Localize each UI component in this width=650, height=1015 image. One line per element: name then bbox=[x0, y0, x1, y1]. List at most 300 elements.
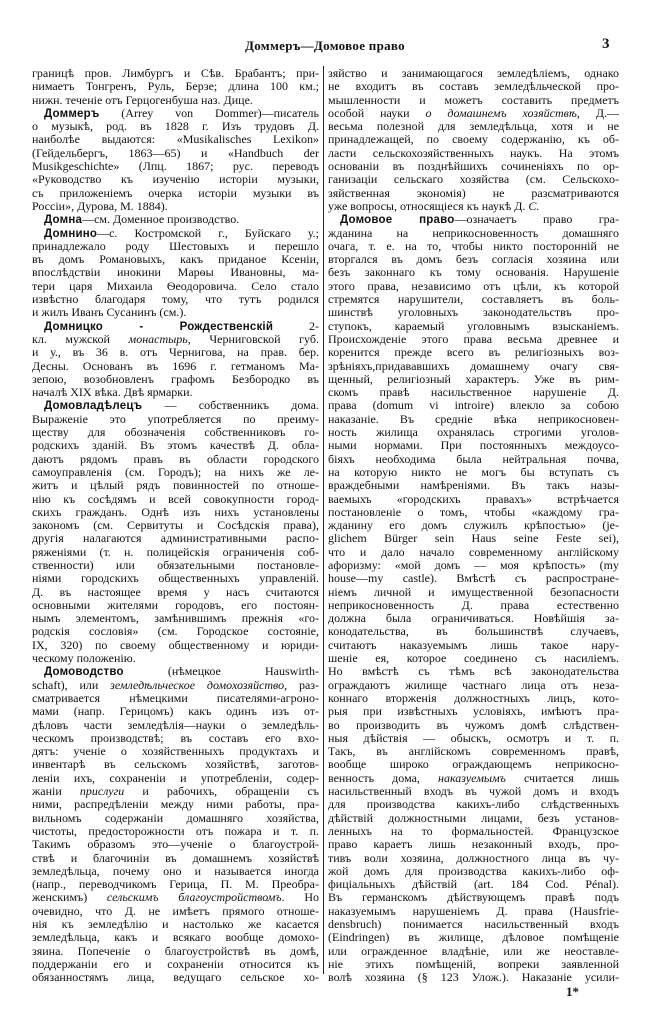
text-segment: во производить въ чужомъ домѣ слѣдствен- bbox=[328, 717, 619, 732]
text-line bbox=[328, 426, 619, 439]
text-segment: densbruch) понимается насильственный входъ bbox=[328, 917, 619, 931]
text-line bbox=[328, 94, 619, 107]
text-line bbox=[32, 439, 319, 452]
text-segment: венность дома, bbox=[328, 770, 438, 785]
text-segment: жданина на неприкосновенность домашняго bbox=[328, 225, 619, 240]
column-divider bbox=[323, 66, 324, 974]
text-line bbox=[32, 586, 319, 599]
text-line bbox=[32, 453, 319, 466]
text-line bbox=[328, 652, 619, 665]
text-segment: , Д.— bbox=[576, 105, 620, 120]
text-segment: , Черниговской губ. bbox=[187, 331, 319, 346]
text-line bbox=[328, 519, 619, 532]
text-segment: началѣ XIX вѣка. Двѣ ярмарки. bbox=[32, 385, 193, 400]
text-line bbox=[328, 120, 619, 133]
text-line bbox=[328, 240, 619, 253]
entry-paragraph bbox=[32, 399, 319, 665]
text-line bbox=[328, 413, 619, 426]
text-line bbox=[32, 865, 319, 878]
text-segment: glichem Bürger sein Haus seine Feste sei), bbox=[328, 531, 619, 546]
italic-term: сельскимъ благоустройствомъ bbox=[106, 890, 282, 905]
text-line bbox=[32, 812, 319, 825]
text-line bbox=[328, 107, 619, 120]
text-segment: ствѣ и благочиніи въ домашнемъ хозяйствѣ bbox=[32, 850, 319, 865]
text-line bbox=[32, 971, 319, 984]
text-segment: коренится прежде всего въ религіозныхъ воз- bbox=[328, 345, 619, 360]
running-header: Доммеръ—Домовое право bbox=[245, 38, 405, 53]
text-segment: (Arrey von Dommer)—писатель bbox=[99, 105, 319, 120]
text-line bbox=[328, 532, 619, 545]
text-line bbox=[328, 732, 619, 745]
text-line bbox=[32, 360, 319, 373]
text-line bbox=[32, 878, 319, 891]
text-segment: стремятся нарушители, составляетъ въ боль- bbox=[328, 292, 619, 307]
text-line bbox=[328, 187, 619, 200]
text-segment: кл. мужской bbox=[32, 331, 129, 346]
text-line bbox=[32, 772, 319, 785]
text-segment: вильномъ содержаніи домашняго хозяйства, bbox=[32, 810, 319, 825]
text-segment: Но вмѣстѣ съ тѣмъ всѣ законодательства bbox=[328, 664, 619, 679]
text-segment: афоризму: «мой домъ — моя крѣпость» (my bbox=[328, 557, 619, 572]
text-segment: даютъ рядомъ правъ въ области городского bbox=[32, 451, 319, 466]
text-segment: ступокъ, караемый уголовнымъ взысканіемъ. bbox=[328, 318, 619, 333]
text-line bbox=[32, 546, 319, 559]
text-line bbox=[328, 333, 619, 346]
text-line bbox=[32, 679, 319, 692]
text-line bbox=[32, 147, 319, 160]
text-line bbox=[32, 306, 319, 319]
text-segment: (Гейдельбергъ, 1863—65) и «Handbuch der bbox=[32, 145, 319, 160]
text-line bbox=[32, 67, 319, 80]
text-segment: родскихъ зданій. Въ этомъ качествѣ Д. обла- bbox=[32, 438, 319, 453]
text-segment: дѣловъ части земледѣлія—науки о земледѣль- bbox=[32, 717, 319, 732]
text-segment: ограждаютъ жилище частнаго лица отъ неза- bbox=[328, 677, 619, 692]
entry-paragraph bbox=[32, 227, 319, 320]
text-line bbox=[32, 466, 319, 479]
text-line bbox=[32, 825, 319, 838]
text-segment: зяина. Попеченіе о благоустройствѣ въ домѣ, bbox=[32, 943, 319, 958]
text-segment: ніе этихъ помѣщеній, вопреки заявленной bbox=[328, 956, 619, 971]
text-segment: принадлежало роду Шестовыхъ и перешло bbox=[32, 238, 319, 253]
text-segment: поддержаніи его и сохраненіи относится къ bbox=[32, 956, 319, 971]
text-line bbox=[328, 931, 619, 944]
text-line bbox=[32, 107, 319, 120]
italic-term: прислуги bbox=[79, 784, 125, 799]
text-segment: основными жителями городовъ, его постоян- bbox=[32, 597, 319, 612]
text-line bbox=[328, 306, 619, 319]
text-segment: зепою, возобновленъ графомъ Безбородко въ bbox=[32, 371, 319, 386]
text-line bbox=[32, 519, 319, 532]
text-line bbox=[328, 905, 619, 918]
text-line bbox=[32, 386, 319, 399]
text-segment: наказуемымъ нарушеніемъ Д. права (Hausfrie- bbox=[328, 903, 619, 918]
text-line bbox=[32, 532, 319, 545]
text-segment: считаютъ наказуемымъ лишь такое нару- bbox=[328, 637, 619, 652]
text-line bbox=[328, 506, 619, 519]
text-line bbox=[328, 679, 619, 692]
text-line bbox=[328, 80, 619, 93]
text-segment: Происхожденіе этого права весьма древнее и bbox=[328, 331, 619, 346]
text-segment: ніями городскихъ общественныхъ управленій. bbox=[32, 571, 319, 586]
text-segment: мышленности и можетъ составить предметъ bbox=[328, 92, 619, 107]
text-segment: Россіи», Дурова, М. 1884). bbox=[32, 198, 168, 213]
text-line bbox=[328, 665, 619, 678]
text-segment: жаніи bbox=[32, 784, 80, 799]
text-segment: нижн. теченіе отъ Герцогенбуша наз. Дице. bbox=[32, 92, 253, 107]
text-segment: Д. въ настоящее время у насъ считаются bbox=[32, 584, 319, 599]
text-line bbox=[32, 665, 319, 678]
text-line bbox=[328, 745, 619, 758]
text-segment: ческому положенію. bbox=[32, 651, 136, 666]
text-line bbox=[328, 798, 619, 811]
continuation-paragraph bbox=[32, 67, 319, 107]
text-line bbox=[328, 891, 619, 904]
text-segment: жой домъ для производства какихъ-либо оф- bbox=[328, 863, 619, 878]
text-segment: ность жилища охранялась строгими уголов- bbox=[328, 425, 619, 440]
text-segment: и жилъ Иванъ Сусанинъ (см.). bbox=[32, 305, 187, 320]
text-line bbox=[328, 253, 619, 266]
text-segment: — собственникъ дома. bbox=[142, 398, 319, 413]
text-line bbox=[328, 812, 619, 825]
text-line bbox=[32, 599, 319, 612]
text-segment: (Eindringen) въ жилище, дѣловое помѣщеніе bbox=[328, 930, 619, 945]
text-segment: весьма полезной для земледѣльца, хотя и не bbox=[328, 119, 619, 134]
entry-headword: Домницко - Рождественскій bbox=[44, 320, 274, 333]
text-segment: извѣстно благодаря тому, что тутъ родился bbox=[32, 292, 319, 307]
text-segment: конодательства, въ большинствѣ случаевъ, bbox=[328, 624, 619, 639]
text-segment: Выраженіе это употребляется по преиму- bbox=[32, 411, 319, 426]
text-segment: и рабочихъ, обращеніи съ bbox=[124, 784, 319, 799]
text-segment: родскія сословія» (см. Городское состояніе, bbox=[32, 624, 319, 639]
text-line bbox=[32, 133, 319, 146]
text-segment: женскимъ) bbox=[32, 890, 107, 905]
text-line bbox=[32, 479, 319, 492]
italic-term: о домашнемъ хозяйствѣ bbox=[425, 105, 577, 120]
text-segment: schaft), или bbox=[32, 677, 111, 692]
text-segment: чистоты, предосторожности отъ пожара и т. п. bbox=[32, 823, 319, 838]
text-segment: «Руководство къ изученію исторіи музыки, bbox=[32, 172, 319, 187]
text-line bbox=[328, 399, 619, 412]
text-segment: ваемыхъ «городскихъ правахъ» встрѣчается bbox=[328, 491, 619, 506]
text-segment: особой науки bbox=[328, 105, 426, 120]
text-segment: скихъ гражданъ. Однѣ изъ нихъ установлены bbox=[32, 504, 319, 519]
text-line bbox=[328, 705, 619, 718]
text-line bbox=[328, 386, 619, 399]
text-segment: должна была ограничиваться. Новѣйшія за- bbox=[328, 611, 619, 626]
text-line bbox=[328, 227, 619, 240]
text-line bbox=[328, 346, 619, 359]
text-line bbox=[328, 785, 619, 798]
text-segment: считается лишь bbox=[505, 770, 619, 785]
text-segment: самоуправленія (см. Городъ); на нихъ же ле- bbox=[32, 464, 319, 479]
text-segment: біяхъ необходима была нейтральная почва, bbox=[328, 451, 619, 466]
text-line bbox=[32, 213, 319, 226]
text-line bbox=[32, 399, 319, 412]
text-line bbox=[32, 612, 319, 625]
text-line bbox=[328, 160, 619, 173]
text-line bbox=[328, 772, 619, 785]
text-line bbox=[32, 293, 319, 306]
text-segment: очевидно, что Д. не имѣетъ прямого отноше- bbox=[32, 903, 319, 918]
text-segment: нія къ земледѣлію и настолько же касается bbox=[32, 917, 319, 931]
text-line bbox=[328, 825, 619, 838]
text-segment: и у., въ 36 в. отъ Чернигова, на прав. бер. bbox=[32, 345, 319, 360]
entry-headword: Доммеръ bbox=[44, 107, 100, 120]
text-segment: ганизаціи сельскаго хозяйства (см. Сельскохо- bbox=[328, 172, 619, 187]
text-line bbox=[328, 213, 619, 226]
text-segment: мами (напр. Герицомъ) какъ одинъ изъ от- bbox=[32, 704, 319, 719]
text-segment: ществу для обозначенія собственниковъ го- bbox=[32, 425, 319, 440]
text-line bbox=[32, 506, 319, 519]
text-segment: Въ германскомъ дѣйствующемъ правѣ подъ bbox=[328, 890, 619, 905]
text-segment: безъ законнаго къ тому основанія. Нарушеніе bbox=[328, 265, 619, 280]
text-segment: нимаетъ Тонгренъ, Руль, Берзе; длина 100 км.; bbox=[32, 79, 319, 94]
text-segment: насильственный входъ въ чужой домъ и входъ bbox=[328, 784, 619, 799]
text-line bbox=[32, 572, 319, 585]
text-line bbox=[328, 865, 619, 878]
text-segment: шеніе ея, которое соединено съ насиліемъ. bbox=[328, 651, 619, 666]
text-segment: ныя дѣйствія — обыскъ, осмотръ и т. п. bbox=[328, 730, 619, 745]
text-segment: очага, т. е. на то, чтобы никто посторонній не bbox=[328, 238, 619, 253]
text-line bbox=[32, 160, 319, 173]
text-line bbox=[32, 346, 319, 359]
text-line bbox=[32, 625, 319, 638]
text-segment: тери царя Михаила Ѳеодоровича. Село стало bbox=[32, 278, 319, 293]
text-segment: другія налагаются административными распо- bbox=[32, 531, 319, 546]
entry-headword: Домнино bbox=[44, 227, 98, 240]
text-line bbox=[32, 240, 319, 253]
text-line bbox=[32, 758, 319, 771]
entry-headword: Домовладѣлецъ bbox=[44, 400, 143, 413]
text-segment: на которую никто не могъ бы вступать съ bbox=[328, 464, 619, 479]
text-segment: рыя при извѣстныхъ условіяхъ, имѣютъ пра- bbox=[328, 704, 619, 719]
right-column bbox=[328, 67, 619, 984]
entry-paragraph bbox=[32, 320, 319, 400]
text-line bbox=[32, 333, 319, 346]
text-line bbox=[32, 227, 319, 240]
text-line bbox=[328, 625, 619, 638]
text-segment: право караетъ лишь незаконный входъ, про- bbox=[328, 837, 619, 852]
text-line bbox=[328, 293, 619, 306]
text-segment: тивъ воли хозяина, должностного лица въ чу- bbox=[328, 850, 619, 865]
text-line bbox=[328, 639, 619, 652]
text-line bbox=[328, 266, 619, 279]
text-line bbox=[32, 94, 319, 107]
text-segment: ленныхъ на то формальностей. Французское bbox=[328, 823, 619, 838]
text-line bbox=[328, 173, 619, 186]
text-line bbox=[32, 719, 319, 732]
text-line bbox=[328, 958, 619, 971]
text-segment: ственности) или обязательными постановле- bbox=[32, 557, 319, 572]
text-segment: постановленіе о томъ, чтобы «каждому гра- bbox=[328, 504, 619, 519]
text-line bbox=[32, 918, 319, 931]
italic-term: монастырь bbox=[128, 331, 188, 346]
text-segment: впослѣдствіи инокини Марѳы Ивановны, ма- bbox=[32, 265, 319, 280]
text-segment: зяйство и занимающагося земледѣліемъ, однако bbox=[328, 66, 619, 80]
text-line bbox=[328, 599, 619, 612]
text-segment: принадлежащей, по своему содержанію, къ об- bbox=[328, 132, 619, 147]
text-segment: нію къ сосѣдямъ и всей совокупности город- bbox=[32, 491, 319, 506]
text-line bbox=[32, 705, 319, 718]
text-segment: житъ и цѣлый рядъ повинностей по отноше- bbox=[32, 478, 319, 493]
text-segment: ніемъ личной и имущественной безопасности bbox=[328, 584, 619, 599]
text-segment: вообще широко ограждающемъ неприкосно- bbox=[328, 757, 619, 772]
text-line bbox=[32, 798, 319, 811]
text-line bbox=[328, 200, 619, 213]
entry-headword: Домна bbox=[44, 214, 83, 227]
text-segment: уже вопросы, относящіеся къ наукѣ Д. bbox=[328, 198, 529, 213]
italic-term: наказуемымъ bbox=[437, 770, 506, 785]
text-line bbox=[328, 466, 619, 479]
text-line bbox=[32, 493, 319, 506]
text-segment: Такимъ образомъ это—ученіе о благоустрой- bbox=[32, 837, 319, 852]
text-line bbox=[328, 546, 619, 559]
text-segment: о музыкѣ, род. въ 1828 г. Изъ трудовъ Д. bbox=[32, 119, 319, 134]
text-segment: фиціальныхъ дѣйствій (art. 184 Cod. Pénal). bbox=[328, 877, 619, 892]
text-segment: ряженіями (т. н. полицейскія ограниченія соб- bbox=[32, 544, 319, 559]
text-segment: границѣ пров. Лимбургъ и Сѣв. Брабантъ; при- bbox=[32, 66, 319, 80]
text-line bbox=[32, 80, 319, 93]
text-line bbox=[328, 572, 619, 585]
text-segment: зрѣніяхъ,придававшихъ домашнему очагу свя- bbox=[328, 358, 619, 373]
text-segment: сматривается нѣмецкими писателями-агроно- bbox=[32, 690, 319, 705]
text-line bbox=[32, 320, 319, 333]
text-line bbox=[32, 732, 319, 745]
text-line bbox=[32, 785, 319, 798]
text-segment: что и дало начало современному англійскому bbox=[328, 544, 619, 559]
text-segment: не входитъ въ составъ земледѣльческой про- bbox=[328, 79, 619, 94]
text-line bbox=[32, 692, 319, 705]
text-line bbox=[328, 493, 619, 506]
text-segment: враждебными намѣреніями. Въ такъ назы- bbox=[328, 478, 619, 493]
text-segment: закономъ (см. Сервитуты и Сосѣдскія права), bbox=[32, 518, 319, 533]
text-line bbox=[328, 838, 619, 851]
text-line bbox=[32, 945, 319, 958]
text-line bbox=[328, 758, 619, 771]
text-segment: для производства какихъ-либо слѣдственныхъ bbox=[328, 797, 619, 812]
text-segment: 2- bbox=[273, 318, 320, 333]
text-segment: дѣйствій должностными лицами, безъ установ- bbox=[328, 810, 619, 825]
text-line bbox=[328, 559, 619, 572]
continuation-paragraph bbox=[328, 67, 619, 213]
entry-paragraph bbox=[32, 213, 319, 226]
text-line bbox=[32, 905, 319, 918]
text-line bbox=[32, 373, 319, 386]
text-segment: зяйственная экономія) не разсматриваются bbox=[328, 185, 619, 200]
text-segment: инвентарѣ въ сельскомъ хозяйствѣ, заготов- bbox=[32, 757, 319, 772]
text-segment: вторгался въ домъ безъ согласія хозяина или bbox=[328, 252, 619, 267]
text-segment: этого права, независимо отъ цѣли, къ которой bbox=[328, 278, 619, 293]
text-line bbox=[32, 958, 319, 971]
text-segment: (нѣмецкое Hauswirth- bbox=[123, 664, 319, 679]
text-segment: въ домъ Романовыхъ, какъ приданое Ксеніи, bbox=[32, 252, 319, 267]
text-line bbox=[328, 453, 619, 466]
text-segment: . Но bbox=[281, 890, 319, 905]
text-line bbox=[328, 67, 619, 80]
text-line bbox=[328, 692, 619, 705]
text-line bbox=[32, 652, 319, 665]
text-line bbox=[328, 878, 619, 891]
text-line bbox=[328, 147, 619, 160]
entry-paragraph bbox=[32, 107, 319, 213]
text-line bbox=[32, 559, 319, 572]
text-segment: ными нормами. При постоянныхъ междоусо- bbox=[328, 438, 619, 453]
text-segment: ними, распредѣленіи между ними работы, пра- bbox=[32, 797, 319, 812]
entry-paragraph bbox=[32, 665, 319, 984]
text-line bbox=[32, 173, 319, 186]
text-segment: волѣ хозяина (§ 123 Улож.). Наказаніе усили- bbox=[328, 970, 619, 985]
text-line bbox=[32, 280, 319, 293]
text-segment: IX, 320) по своему общественному и юриди- bbox=[32, 637, 319, 652]
text-line bbox=[328, 852, 619, 865]
text-segment: наиболѣе выдаются: «Musikalisches Lexikon» bbox=[32, 132, 319, 147]
text-line bbox=[32, 838, 319, 851]
text-line bbox=[328, 133, 619, 146]
text-line bbox=[32, 426, 319, 439]
text-segment: щенный, религіозный характеръ. Уже въ рим- bbox=[328, 371, 619, 386]
text-segment: права (domum vi introire) влекло за собою bbox=[328, 398, 619, 413]
text-segment: обязанностямъ лица, ведущаго сельское хо- bbox=[32, 970, 319, 985]
text-segment: house—my castle). Вмѣстѣ съ распростране- bbox=[328, 571, 619, 586]
entry-headword: Домовое право bbox=[340, 214, 455, 227]
text-line bbox=[328, 971, 619, 984]
text-line bbox=[328, 360, 619, 373]
text-line bbox=[328, 479, 619, 492]
italic-term: С. bbox=[528, 198, 540, 213]
text-line bbox=[328, 373, 619, 386]
entry-paragraph bbox=[328, 213, 619, 984]
text-line bbox=[32, 891, 319, 904]
page-number: 3 bbox=[602, 36, 610, 52]
text-segment: , раз- bbox=[284, 677, 319, 692]
text-segment: жданину его домъ служилъ крѣпостью» (je- bbox=[328, 518, 619, 533]
text-segment: земледѣльца, какъ и всякаго вообще домохо- bbox=[32, 930, 319, 945]
text-line bbox=[328, 719, 619, 732]
text-segment: коннаго вторженія должностныхъ лицъ, кото- bbox=[328, 690, 619, 705]
text-segment: ласти сельскохозяйственныхъ наукъ. На этомъ bbox=[328, 145, 619, 160]
text-segment: —с. Костромской г., Буйскаго у.; bbox=[97, 225, 319, 240]
text-segment: —означаетъ право гра- bbox=[454, 212, 619, 227]
text-segment: земледѣльца, почему оно и называется иногда bbox=[32, 863, 319, 878]
text-line bbox=[32, 253, 319, 266]
text-segment: съ приложеніемъ очерка исторіи музыки въ bbox=[32, 185, 319, 200]
text-segment: неприкосновенность Д. права естественно bbox=[328, 597, 619, 612]
text-line bbox=[32, 745, 319, 758]
text-line bbox=[32, 852, 319, 865]
text-segment: Musikgeschichte» (Лпц. 1867; рус. переводъ bbox=[32, 159, 319, 174]
text-line bbox=[328, 586, 619, 599]
text-segment: Такъ, въ англійскомъ современномъ правѣ, bbox=[328, 744, 619, 759]
text-segment: —см. Доменное производство. bbox=[82, 212, 240, 227]
text-segment: (напр., переводчикомъ Герица, П. М. Преобра- bbox=[32, 877, 319, 892]
text-segment: леніи ихъ, сохраненіи и употребленіи, содер- bbox=[32, 770, 319, 785]
italic-term: земледѣльческое домохозяйство bbox=[110, 677, 285, 692]
text-line bbox=[32, 266, 319, 279]
text-segment: скомъ правѣ насильственное нарушеніе Д. bbox=[328, 385, 619, 400]
text-line bbox=[32, 413, 319, 426]
text-segment: шинствѣ уголовныхъ законодательствъ про- bbox=[328, 305, 619, 320]
text-segment: Десны. Основанъ въ 1696 г. гетманомъ Ма- bbox=[32, 358, 319, 373]
text-line bbox=[32, 200, 319, 213]
text-line bbox=[328, 612, 619, 625]
text-segment: ческомъ производствѣ; въ составъ его вхо- bbox=[32, 730, 319, 745]
left-column bbox=[32, 67, 319, 984]
text-line bbox=[328, 280, 619, 293]
text-line bbox=[32, 639, 319, 652]
text-line bbox=[32, 187, 319, 200]
entry-headword: Домоводство bbox=[44, 666, 124, 679]
text-segment: наказаніе. Въ средніе вѣка неприкосновен- bbox=[328, 411, 619, 426]
